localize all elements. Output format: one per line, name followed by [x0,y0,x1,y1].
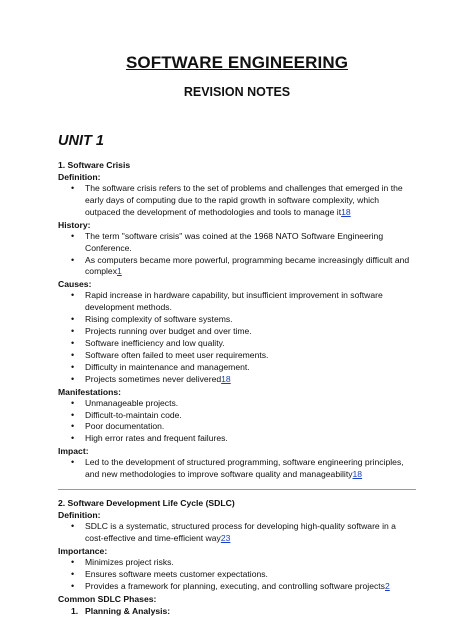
list-item-text: The software crisis refers to the set of problems and challenges that emerged in the early days of computing due to the rapid growth in software complexity, which outpaced the development of methodologies and tools to manage it [85,183,403,217]
list-item-text: Rapid increase in hardware capability, but insufficient improvement in software development methods. [85,290,383,313]
citation-link[interactable]: 18 [341,206,351,217]
list-item [85,557,416,569]
manifestations-label: Manifestations: [58,386,122,397]
list-item-text: Minimizes project risks. [85,556,174,567]
list-item [85,350,416,362]
section-sdlc [58,497,416,617]
list-item-text: Ensures software meets customer expectations. [85,568,268,579]
list-item [85,338,416,350]
phase-number: 1. [71,605,79,616]
section-heading: 2. Software Development Life Cycle (SDLC) [58,498,235,509]
list-item [85,183,416,219]
list-item [85,374,416,386]
history-label: History: [58,219,91,230]
list-item-text: Projects running over budget and over time. [85,326,252,337]
list-item-text: High error rates and frequent failures. [85,433,228,444]
list-item-text: SDLC is a systematic, structured process for developing high-quality software in a cost-effective and time-efficient way [85,521,396,543]
list-item [85,521,416,545]
list-item [85,398,416,410]
definition-list [58,183,416,219]
list-item-text: Led to the development of structured programming, software engineering principles, and new methodologies to improve software quality and manageability [85,457,404,480]
impact-label: Impact: [58,446,89,457]
manifestations-list [58,398,416,446]
list-item-text: Unmanageable projects. [85,397,179,408]
list-item [85,362,416,374]
list-item [85,290,416,314]
document-subtitle: REVISION NOTES [183,85,291,99]
list-item-text: Software often failed to meet user requirements. [85,349,269,360]
document-title: SOFTWARE ENGINEERING [125,53,349,72]
list-item-text: The term "software crisis" was coined at the 1968 NATO Software Engineering Conference. [85,230,384,253]
definition-label: Definition: [58,510,101,521]
importance-label: Importance: [58,545,108,556]
list-item [85,326,416,338]
list-item-text: Rising complexity of software systems. [85,314,233,325]
phase-item [71,605,416,617]
section-software-crisis [58,159,416,481]
list-item [85,457,416,481]
list-item [85,433,416,445]
phases-list [58,605,416,617]
definition-label: Definition: [58,172,101,182]
impact-list [58,457,416,481]
section-heading: 1. Software Crisis [58,160,131,170]
citation-link[interactable]: 23 [220,532,231,543]
list-item [85,421,416,433]
list-item [85,581,416,593]
citation-link[interactable]: 18 [221,373,231,384]
list-item-text: Difficulty in maintenance and management. [85,361,250,372]
citation-link[interactable]: 2 [384,580,390,591]
list-item-text: Projects sometimes never delivered [85,373,222,384]
section-divider [58,489,416,490]
list-item-text: Difficult-to-maintain code. [85,409,182,420]
list-item-text: As computers became more powerful, programming became increasingly difficult and complex [85,254,410,277]
list-item-text: Software inefficiency and low quality. [85,337,225,348]
list-item-text: Provides a framework for planning, executing, and controlling software projects [85,580,385,591]
causes-label: Causes: [58,279,92,290]
list-item [85,255,416,279]
list-item [85,314,416,326]
list-item [85,569,416,581]
phase-title: Planning & Analysis: [85,605,171,616]
history-list [58,231,416,279]
citation-link[interactable]: 18 [352,469,363,480]
importance-list [58,557,416,593]
unit-heading: UNIT 1 [58,133,104,149]
definition-list [58,521,416,545]
phases-label: Common SDLC Phases: [58,593,157,604]
list-item [85,410,416,422]
causes-list [58,290,416,385]
list-item [85,231,416,255]
list-item-text: Poor documentation. [85,421,165,432]
citation-link[interactable]: 1 [117,266,122,277]
